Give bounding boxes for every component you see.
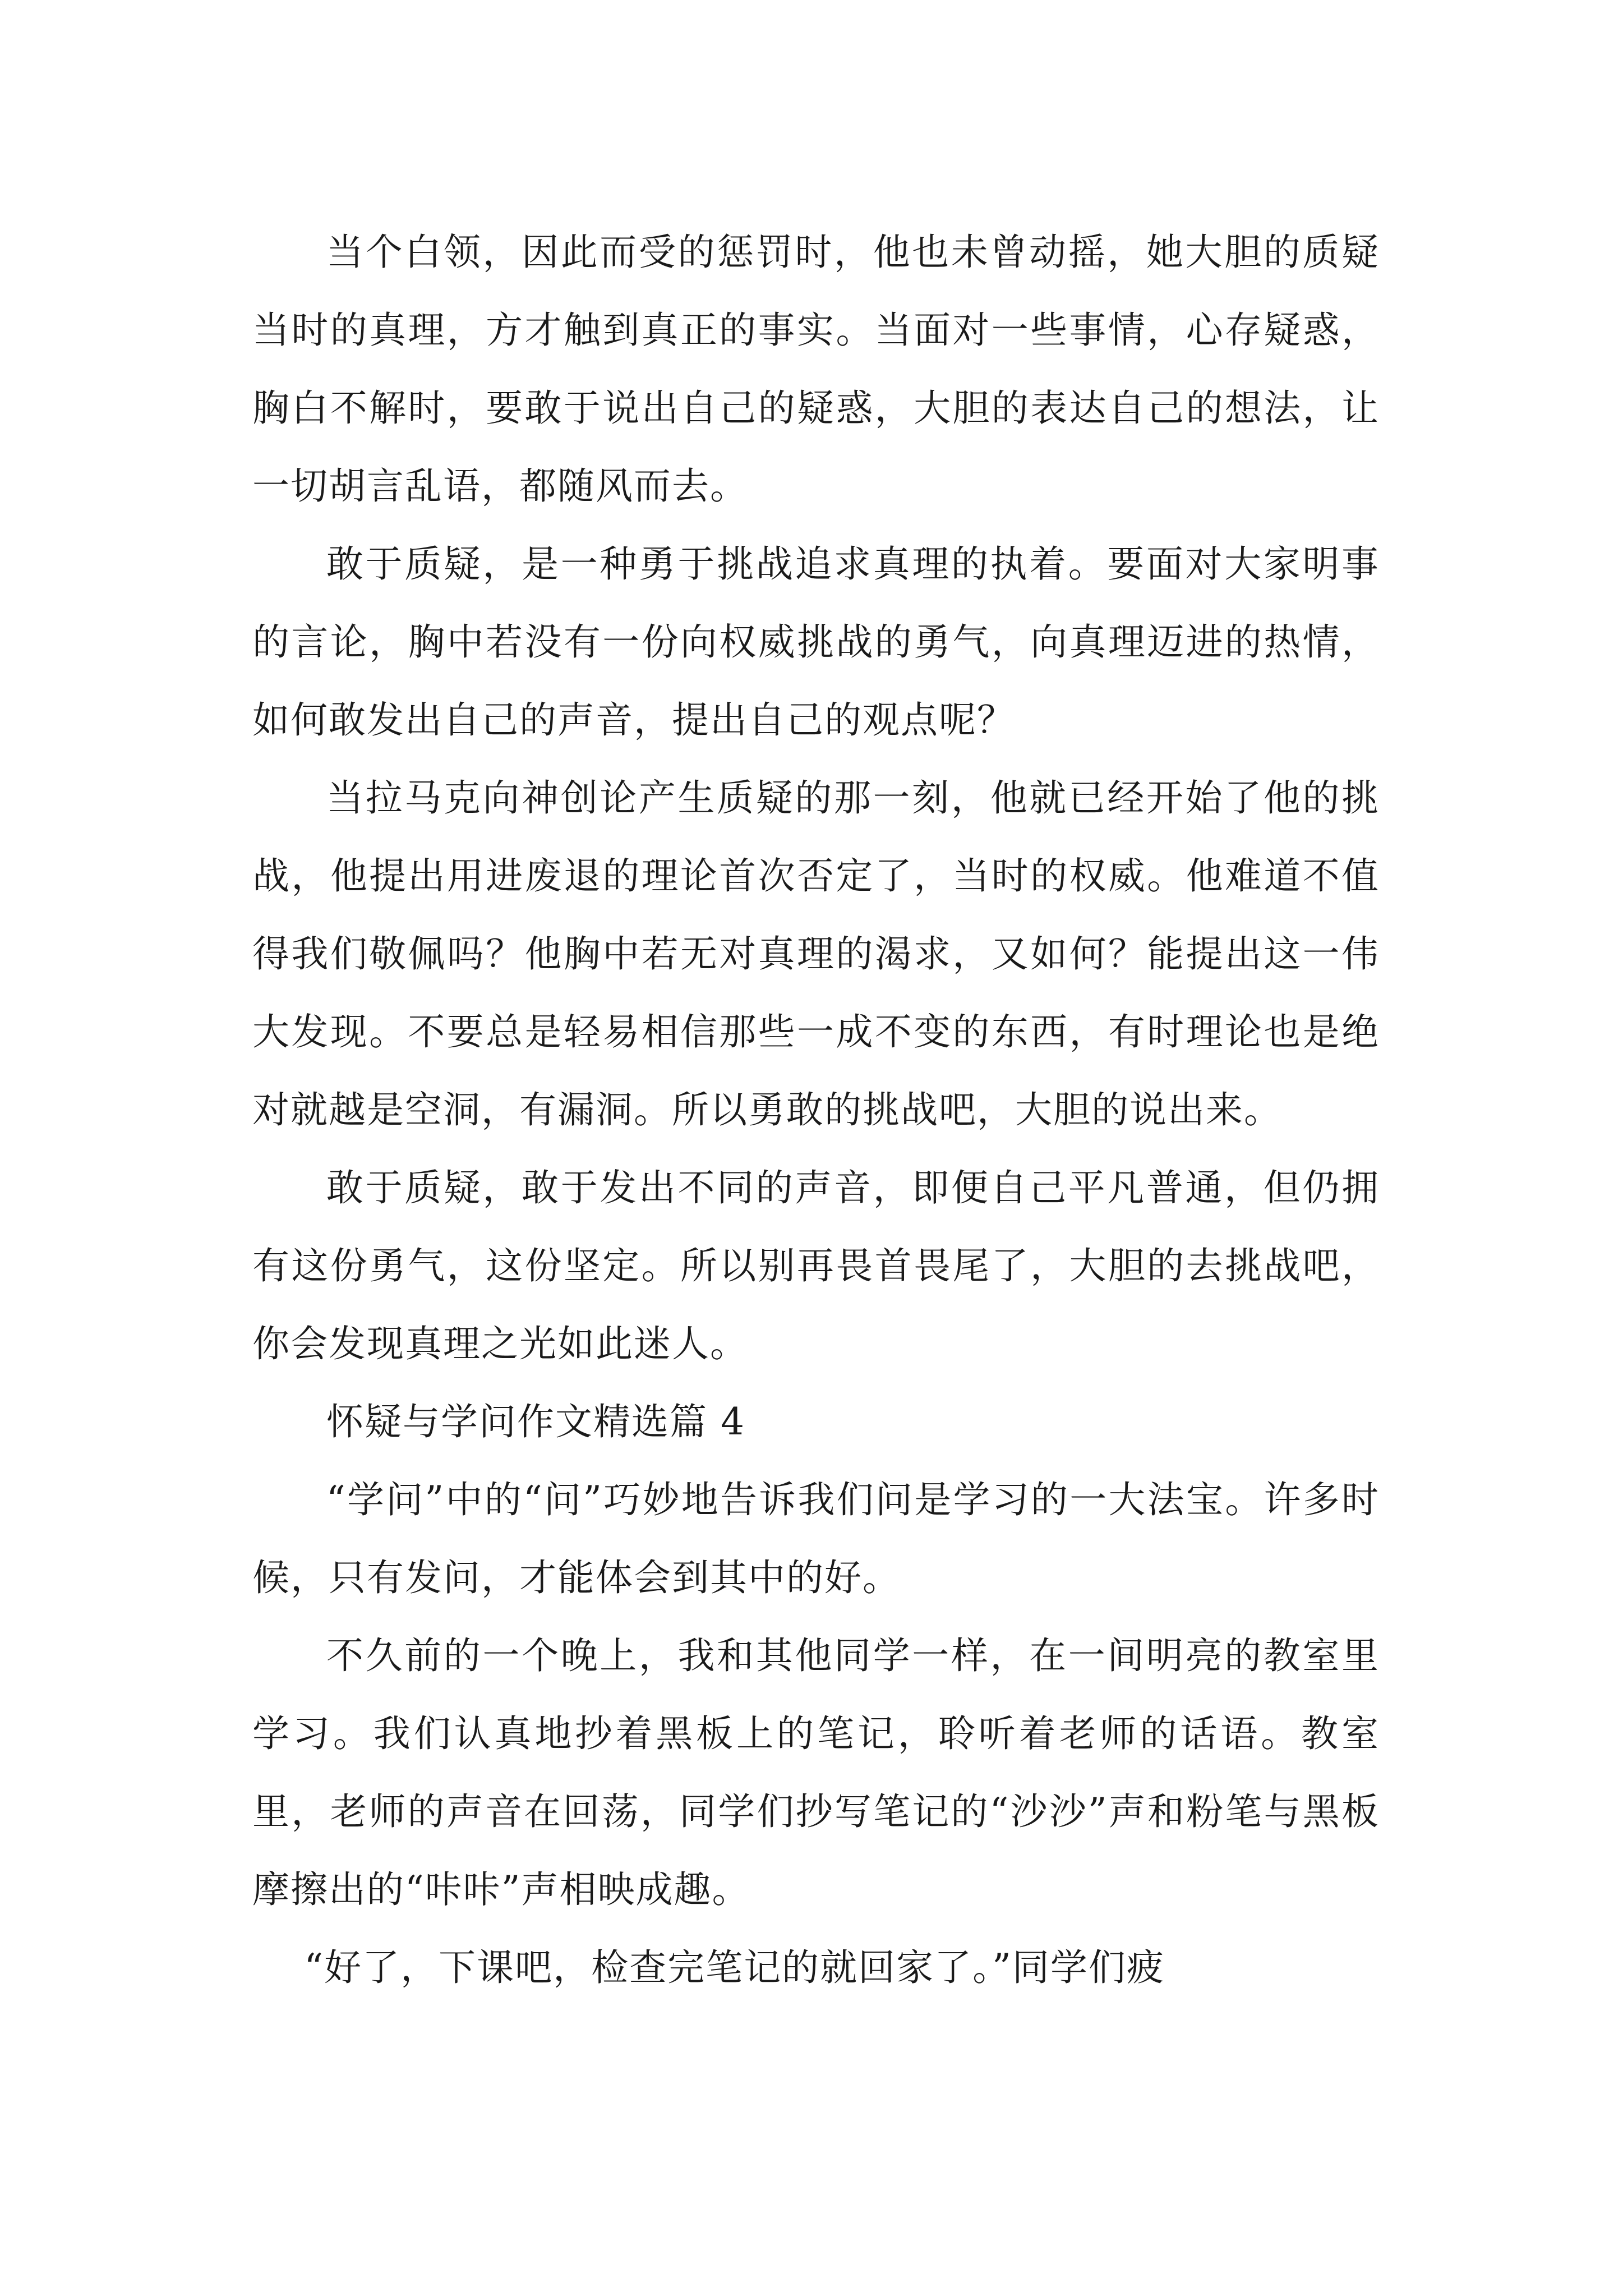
paragraph-1: 当个白领，因此而受的惩罚时，他也未曾动摇，她大胆的质疑当时的真理，方才触到真正的事实。当面对一些事情，心存疑惑，胸白不解时，要敢于说出自己的疑惑，大胆的表达自己的想法，让一切胡言乱语，都随风而去。 — [252, 231, 1380, 508]
paragraph-7: “好了，下课吧，检查完笔记的就回家了。”同学们疲 — [304, 1946, 1165, 1989]
paragraph-3: 当拉马克向神创论产生质疑的那一刻，他就已经开始了他的挑战，他提出用进废退的理论首次否定了，当时的权威。他难道不值得我们敬佩吗？他胸中若无对真理的渴求，又如何？能提出这一伟大发现。不要总是轻易相信那些一成不变的东西，有时理论也是绝对就越是空洞，有漏洞。所以勇敢的挑战吧，大胆的说出来。 — [252, 776, 1380, 1131]
paragraph-2: 敢于质疑，是一种勇于挑战追求真理的执着。要面对大家明事的言论，胸中若没有一份向权威挑战的勇气，向真理迈进的热情，如何敢发出自己的声音，提出自己的观点呢？ — [252, 542, 1380, 742]
paragraph-4: 敢于质疑，敢于发出不同的声音，即便自己平凡普通，但仍拥有这份勇气，这份坚定。所以别再畏首畏尾了，大胆的去挑战吧，你会发现真理之光如此迷人。 — [252, 1166, 1380, 1365]
section-heading: 怀疑与学问作文精选篇 4 — [326, 1400, 745, 1443]
paragraph-5: “学问”中的“问”巧妙地告诉我们问是学习的一大法宝。许多时候，只有发问，才能体会到其中的好。 — [252, 1478, 1380, 1599]
paragraph-6: 不久前的一个晚上，我和其他同学一样，在一间明亮的教室里学习。我们认真地抄着黑板上的笔记，聆听着老师的话语。教室里，老师的声音在回荡，同学们抄写笔记的“沙沙”声和粉笔与黑板摩擦出的“咔咔”声相映成趣。 — [252, 1634, 1380, 1911]
document-body — [252, 213, 1380, 2007]
